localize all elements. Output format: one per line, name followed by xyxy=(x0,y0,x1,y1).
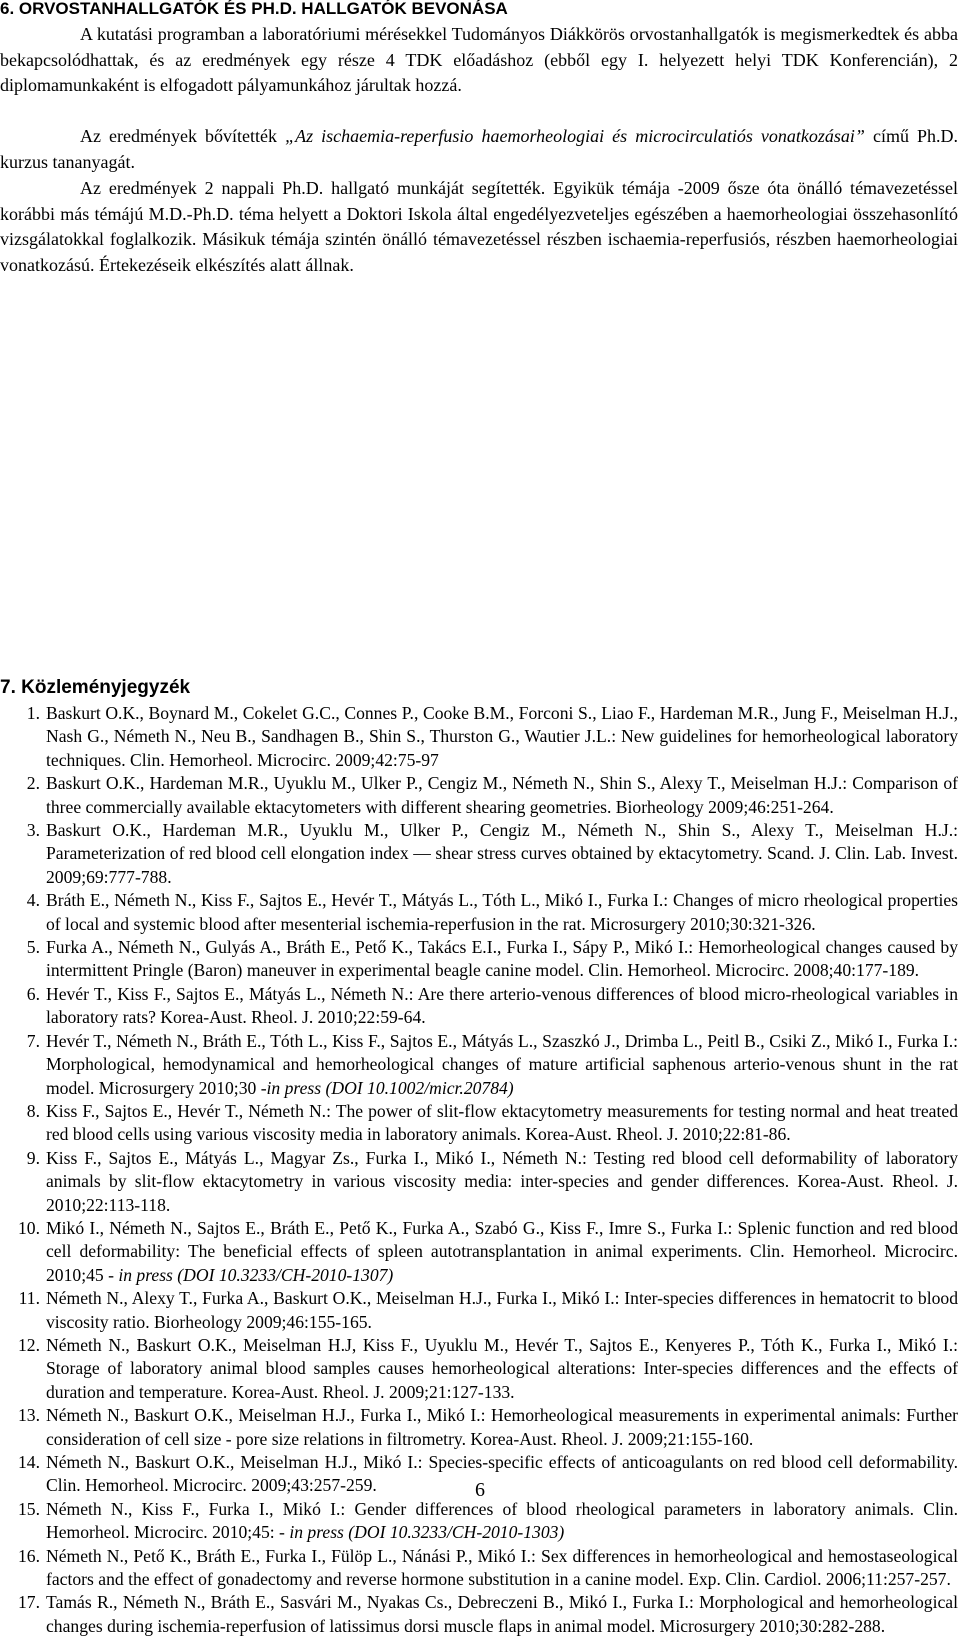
reference-number: 16. xyxy=(18,1545,40,1566)
reference-number: 6. xyxy=(26,983,40,1004)
reference-item xyxy=(0,819,958,889)
reference-citation: Baskurt O.K., Hardeman M.R., Uyuklu M., Ulker P., Cengiz M., Németh N., Shin S., Alexy T., Meiselman H.J.: Comparison of three commercially available ektacytometers with different shearing geometries. Biorheology 2009;46:251-264. xyxy=(46,773,958,817)
reference-item xyxy=(0,1217,958,1287)
reference-text xyxy=(46,1148,958,1215)
reference-citation: Németh N., Baskurt O.K., Meiselman H.J, Kiss F., Uyuklu M., Hevér T., Sajtos E., Kenyeres P., Tóth K., Furka I., Mikó I.: Storage of laboratory animal blood samples causes hemorheological alterations: Inter-species differences and the effects of duration and temperature. Korea-Aust. Rheol. J. 2009;21:127-133. xyxy=(46,1334,958,1402)
reference-number: 8. xyxy=(26,1100,40,1121)
reference-item xyxy=(0,1498,958,1545)
reference-citation: Németh N., Kiss F., Furka I., Mikó I.: Gender differences of blood rheological parameters in laboratory animals. Clin. Hemorheol. Microcirc. 2010;45: - xyxy=(46,1498,958,1543)
reference-citation: Németh N., Baskurt O.K., Meiselman H.J., Furka I., Mikó I.: Hemorheological measurements in experimental animals: Further consideration of cell size - pore size relations in filtrometry. Korea-Aust. Rheol. J. 2009;21:155-160. xyxy=(46,1405,958,1449)
reference-citation: Kiss F., Sajtos E., Hevér T., Németh N.: The power of slit-flow ektacytometry measurements for testing normal and heat treated red blood cells using various viscosity media in laboratory animals. Korea-Aust. Rheol. J. 2010;22:81-86. xyxy=(46,1100,958,1145)
paragraph-2-lead: Az eredmények bővítették xyxy=(80,126,286,146)
reference-number: 4. xyxy=(26,890,40,911)
reference-number: 7. xyxy=(26,1030,40,1051)
reference-text xyxy=(46,890,958,933)
reference-item xyxy=(0,1591,958,1638)
reference-item xyxy=(0,1100,958,1147)
in-press-note: in press (DOI 10.3233/CH-2010-1303) xyxy=(289,1522,565,1543)
reference-number: 17. xyxy=(18,1592,40,1613)
reference-text xyxy=(46,1499,958,1542)
reference-item xyxy=(0,1147,958,1217)
in-press-note: in press (DOI 10.3233/CH-2010-1307) xyxy=(118,1264,394,1285)
reference-citation: Hevér T., Németh N., Bráth E., Tóth L., Kiss F., Sajtos E., Mátyás L., Szaszkó J., Drimba L., Peitl B., Csiki Z., Mikó I., Furka I.: Morphological, hemodynamical and hemorheological changes of mature artificial saphenous arterio-venous shunt in the rat model. Microsurgery 2010;30 xyxy=(46,1030,958,1098)
reference-text xyxy=(46,1031,958,1098)
reference-number: 13. xyxy=(18,1405,40,1426)
reference-item xyxy=(0,1334,958,1404)
section-7-heading: 7. Közleményjegyzék xyxy=(0,677,191,698)
reference-number: 10. xyxy=(18,1217,40,1238)
reference-text xyxy=(46,1405,958,1448)
reference-citation: Baskurt O.K., Hardeman M.R., Uyuklu M., Ulker P., Cengiz M., Németh N., Shin S., Alexy T., Meiselman H.J.: Parameterization of red blood cell elongation index — shear stress curves obtained by ektacytometry. Scand. J. Clin. Lab. Invest. 2009;69:777-788. xyxy=(46,820,958,887)
reference-text xyxy=(46,820,958,887)
section-6-paragraph-2 xyxy=(0,124,958,175)
reference-text xyxy=(46,1592,958,1635)
reference-citation: Bráth E., Németh N., Kiss F., Sajtos E., Hevér T., Mátyás L., Tóth L., Mikó I., Furka I.: Changes of micro rheological properties of local and systemic blood after mesenterial ischemia-reperfusion in the rat. Microsurgery 2010;30:321-326. xyxy=(46,890,958,934)
reference-citation: Hevér T., Kiss F., Sajtos E., Mátyás L., Németh N.: Are there arterio-venous differences of blood micro-rheological variables in laboratory rats? Korea-Aust. Rheol. J. 2010;22:59-64. xyxy=(46,983,958,1028)
reference-number: 3. xyxy=(26,820,40,841)
reference-item xyxy=(0,1545,958,1592)
reference-citation: Tamás R., Németh N., Bráth E., Sasvári M., Nyakas Cs., Debreczeni B., Mikó I., Furka I.: Morphological and hemorheological changes during ischemia-reperfusion of latissimus dorsi muscle flaps in animal model. Microsurgery 2010;30:282-288. xyxy=(46,1592,958,1636)
course-title: „Az ischaemia-reperfusio haemorheologiai és microcirculatiós vonatkozásai” xyxy=(285,126,865,146)
reference-number: 12. xyxy=(18,1334,40,1355)
reference-text xyxy=(46,1546,958,1589)
section-6-heading: 6. ORVOSTANHALLGATÓK ÉS PH.D. HALLGATÓK BEVONÁSA xyxy=(0,0,508,18)
reference-citation: Baskurt O.K., Boynard M., Cokelet G.C., Connes P., Cooke B.M., Forconi S., Liao F., Hardeman M.R., Jung F., Meiselman H.J., Nash G., Németh N., Neu B., Sandhagen B., Shin S., Thurston G., Wautier J.L.: New guidelines for hemorheological laboratory techniques. Clin. Hemorheol. Microcirc. 2009;42:75-97 xyxy=(46,703,958,770)
reference-item xyxy=(0,1404,958,1451)
reference-number: 14. xyxy=(18,1452,40,1472)
reference-text xyxy=(46,1288,958,1331)
reference-item xyxy=(0,702,958,772)
reference-item xyxy=(0,889,958,936)
reference-item xyxy=(0,1030,958,1100)
reference-citation: Mikó I., Németh N., Sajtos E., Bráth E., Pető K., Furka A., Szabó G., Kiss F., Imre S., Furka I.: Splenic function and red blood cell deformability: The beneficial effects of spleen autotransplantation in animal experiments. Clin. Hemorheol. Microcirc. 2010;45 - xyxy=(46,1217,958,1285)
reference-text xyxy=(46,703,958,770)
reference-text xyxy=(46,1335,958,1402)
reference-number: 2. xyxy=(26,773,40,794)
section-6-paragraph-3: Az eredmények 2 nappali Ph.D. hallgató munkáját segítették. Egyikük témája -2009 ősze óta önálló témavezetéssel korábbi más témájú M.D.-Ph.D. téma helyett a Doktori Iskola által engedélyezveteljes egészében a haemorheologiai összehasonlító vizsgálatokkal foglalkozik. Másikuk témája szintén önálló témavezetéssel részben ischaemia-reperfusiós, részben haemorheologiai vonatkozású. Értekezéseik elkészítés alatt állnak. xyxy=(0,178,958,275)
reference-number: 5. xyxy=(26,937,40,958)
reference-number: 1. xyxy=(26,703,40,723)
reference-number: 9. xyxy=(26,1147,40,1168)
reference-text xyxy=(46,1101,958,1144)
reference-number: 15. xyxy=(18,1498,40,1519)
reference-number: 11. xyxy=(18,1288,40,1309)
reference-item xyxy=(0,936,958,983)
reference-citation: Németh N., Baskurt O.K., Meiselman H.J., Mikó I.: Species-specific effects of anticoagulants on red blood cell deformability. Clin. Hemorheol. Microcirc. 2009;43:257-259. xyxy=(46,1452,958,1496)
reference-citation: Németh N., Alexy T., Furka A., Baskurt O.K., Meiselman H.J., Furka I., Mikó I.: Inter-species differences in hematocrit to blood viscosity ratio. Biorheology 2009;46:155-165. xyxy=(46,1288,958,1332)
page-number: 6 xyxy=(475,1479,485,1501)
reference-citation: Németh N., Pető K., Bráth E., Furka I., Fülöp L., Nánási P., Mikó I.: Sex differences in hemorheological and hemostaseological factors and the effect of gonadectomy and reverse hormone substitution in a canine model. Exp. Clin. Cardiol. 2006;11:257-257. xyxy=(46,1545,958,1590)
reference-item xyxy=(0,772,958,819)
reference-text xyxy=(46,773,958,816)
reference-item xyxy=(0,983,958,1030)
reference-citation: Furka A., Németh N., Gulyás A., Bráth E., Pető K., Takács E.I., Furka I., Sápy P., Mikó I.: Hemorheological changes caused by intermittent Pringle (Baron) maneuver in experimental beagle canine model. Clin. Hemorheol. Microcirc. 2008;40:177-189. xyxy=(46,937,958,981)
reference-item xyxy=(0,1287,958,1334)
reference-citation: Kiss F., Sajtos E., Mátyás L., Magyar Zs., Furka I., Mikó I., Németh N.: Testing red blood cell deformability of laboratory animals by slit-flow ektacytometry in various viscosity media: inter-species and gender differences. Korea-Aust. Rheol. J. 2010;22:113-118. xyxy=(46,1147,958,1215)
reference-text xyxy=(46,937,958,980)
in-press-note: -in press (DOI 10.1002/micr.20784) xyxy=(260,1077,514,1098)
section-6-paragraph-1: A kutatási programban a laboratóriumi mérésekkel Tudományos Diákkörös orvostanhallgatók is megismerkedtek és abba bekapcsolódhattak, és az eredmények egy része 4 TDK előadáshoz (ebből egy I. helyezett helyi TDK Konferencián), 2 diplomamunkaként is elfogadott pályamunkához járultak hozzá. xyxy=(0,24,958,95)
reference-text xyxy=(46,1218,958,1285)
reference-text xyxy=(46,984,958,1027)
paragraph-2-tail: című Ph.D. kurzus tananyagát. xyxy=(0,126,958,172)
